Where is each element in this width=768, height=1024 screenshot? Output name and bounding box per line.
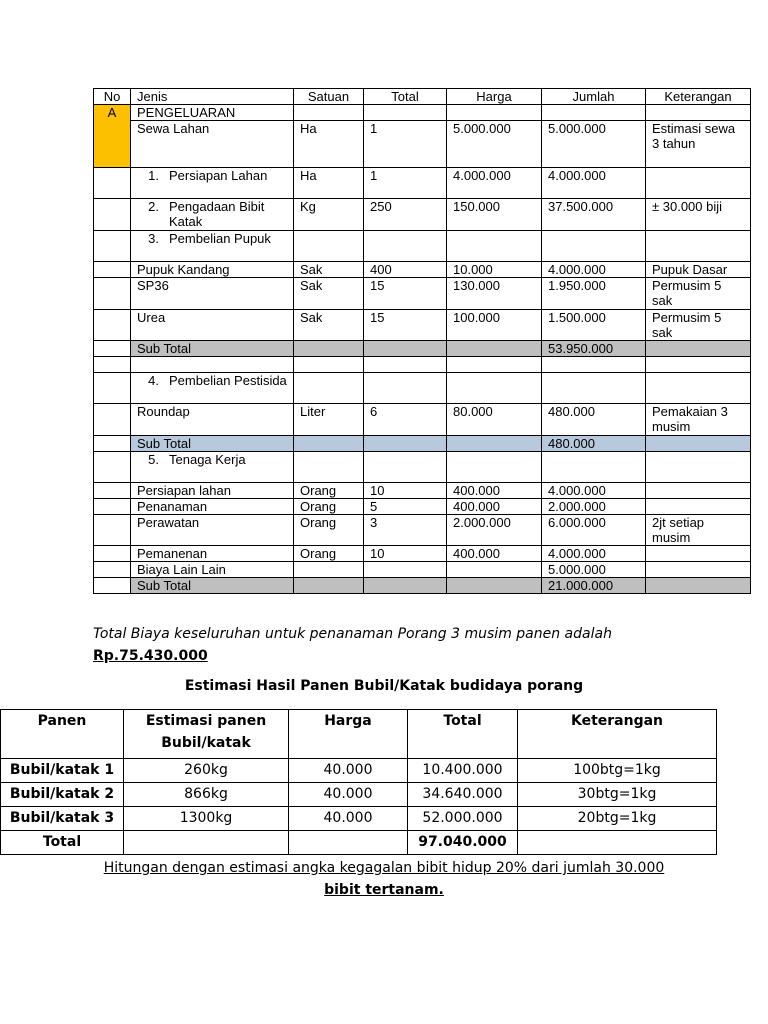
cost-table — [93, 88, 751, 594]
cell-jumlah: 1.950.000 — [542, 278, 646, 310]
cell-total: 3 — [364, 515, 447, 546]
cell-jenis: Sewa Lahan — [131, 121, 294, 168]
header-keterangan: Keterangan — [646, 89, 751, 105]
section-no: A — [94, 105, 131, 168]
cell-total: 250 — [364, 199, 447, 231]
table-row — [94, 404, 751, 436]
cell-jenis: Roundap — [131, 404, 294, 436]
total-summary — [93, 623, 612, 667]
cell-jenis: Persiapan Lahan — [169, 168, 268, 183]
cell-keterangan: Pupuk Dasar — [646, 262, 751, 278]
cell-harga: 400.000 — [447, 499, 542, 515]
cell-keterangan — [646, 168, 751, 199]
cell-total: 10 — [364, 483, 447, 499]
cell-jenis: Persiapan lahan — [131, 483, 294, 499]
cell-total: 15 — [364, 278, 447, 310]
table-row — [1, 783, 717, 807]
cell-harga: 2.000.000 — [447, 515, 542, 546]
cell-total: 34.640.000 — [408, 783, 518, 807]
cell-satuan: Orang — [294, 546, 364, 562]
table-row — [94, 199, 751, 231]
cell-keterangan: 20btg=1kg — [518, 807, 717, 831]
cell-panen: Bubil/katak 1 — [1, 759, 124, 783]
subtotal-label: Sub Total — [131, 578, 294, 594]
cell-jumlah: 480.000 — [542, 404, 646, 436]
header-keterangan: Keterangan — [518, 710, 717, 759]
cell-satuan: Ha — [294, 121, 364, 168]
table-row — [94, 310, 751, 341]
cell-jenis: SP36 — [131, 278, 294, 310]
summary-sentence: Total Biaya keseluruhan untuk penanaman Porang 3 musim panen adalah — [93, 626, 612, 642]
cell-jumlah: 1.500.000 — [542, 310, 646, 341]
cell-harga: 10.000 — [447, 262, 542, 278]
table-row — [1, 807, 717, 831]
cell-harga: 5.000.000 — [447, 121, 542, 168]
table-row — [94, 452, 751, 483]
cell-satuan: Ha — [294, 168, 364, 199]
header-row — [94, 89, 751, 105]
cell-harga: 400.000 — [447, 483, 542, 499]
cell-jenis: Biaya Lain Lain — [131, 562, 294, 578]
summary-amount: Rp.75.430.000 — [93, 648, 208, 664]
subtotal-value: 21.000.000 — [542, 578, 646, 594]
cell-total: 1 — [364, 168, 447, 199]
cell-satuan: Orang — [294, 515, 364, 546]
table-row — [94, 515, 751, 546]
table-row — [94, 105, 751, 121]
subtotal-value: 53.950.000 — [542, 341, 646, 357]
header-no: No — [94, 89, 131, 105]
table-row — [94, 546, 751, 562]
cell-harga: 130.000 — [447, 278, 542, 310]
header-panen: Panen — [1, 710, 124, 759]
cell-harga: 40.000 — [289, 783, 408, 807]
header-row — [1, 710, 717, 759]
table-row — [94, 262, 751, 278]
cell-estimasi: 1300kg — [124, 807, 289, 831]
list-number: 5. — [148, 452, 159, 467]
subtotal-value: 480.000 — [542, 436, 646, 452]
cell-keterangan: 100btg=1kg — [518, 759, 717, 783]
cell-panen: Bubil/katak 2 — [1, 783, 124, 807]
cell-jenis: Perawatan — [131, 515, 294, 546]
table-row — [1, 759, 717, 783]
list-number: 1. — [148, 168, 159, 183]
subtotal-row — [94, 578, 751, 594]
list-number: 4. — [148, 373, 159, 388]
cell-keterangan: Permusim 5 sak — [646, 310, 751, 341]
table-row — [94, 168, 751, 199]
cell-jumlah: 4.000.000 — [542, 168, 646, 199]
cell-jumlah: 5.000.000 — [542, 121, 646, 168]
cell-total: 52.000.000 — [408, 807, 518, 831]
header-jumlah: Jumlah — [542, 89, 646, 105]
table-row — [94, 499, 751, 515]
cell-harga: 4.000.000 — [447, 168, 542, 199]
cell-jumlah: 37.500.000 — [542, 199, 646, 231]
harvest-title: Estimasi Hasil Panen Bubil/Katak budidaya porang — [184, 678, 584, 694]
cell-total: 10.400.000 — [408, 759, 518, 783]
cell-harga: 150.000 — [447, 199, 542, 231]
header-total: Total — [408, 710, 518, 759]
cell-satuan: Orang — [294, 483, 364, 499]
cell-total: 5 — [364, 499, 447, 515]
cell-satuan: Sak — [294, 262, 364, 278]
header-harga: Harga — [289, 710, 408, 759]
cell-total: 1 — [364, 121, 447, 168]
cell-keterangan: Pemakaian 3 musim — [646, 404, 751, 436]
header-harga: Harga — [447, 89, 542, 105]
cell-jenis: Penanaman — [131, 499, 294, 515]
cell-jumlah: 4.000.000 — [542, 483, 646, 499]
cell-harga: 40.000 — [289, 807, 408, 831]
cell-jumlah: 5.000.000 — [542, 562, 646, 578]
cell-estimasi: 260kg — [124, 759, 289, 783]
table-row — [94, 562, 751, 578]
empty-row — [94, 357, 751, 373]
cell-jumlah: 6.000.000 — [542, 515, 646, 546]
total-value: 97.040.000 — [408, 831, 518, 855]
cell-jenis: Pupuk Kandang — [131, 262, 294, 278]
cell-jenis: Urea — [131, 310, 294, 341]
header-estimasi: Estimasi panen Bubil/katak — [124, 710, 289, 759]
harvest-table — [0, 709, 717, 855]
cell-total: 10 — [364, 546, 447, 562]
cell-harga: 80.000 — [447, 404, 542, 436]
list-number: 2. — [148, 199, 159, 214]
cell-harga: 40.000 — [289, 759, 408, 783]
cell-estimasi: 866kg — [124, 783, 289, 807]
cell-keterangan: ± 30.000 biji — [646, 199, 751, 231]
cell-satuan: Liter — [294, 404, 364, 436]
table-row — [94, 483, 751, 499]
subtotal-row — [94, 436, 751, 452]
cell-jumlah: 2.000.000 — [542, 499, 646, 515]
cell-satuan: Orang — [294, 499, 364, 515]
cell-jenis: Tenaga Kerja — [169, 452, 246, 467]
cell-keterangan: 30btg=1kg — [518, 783, 717, 807]
footnote-line-1: Hitungan dengan estimasi angka kegagalan bibit hidup 20% dari jumlah 30.000 — [103, 860, 665, 876]
cell-total: 15 — [364, 310, 447, 341]
footnote-line-2: bibit tertanam. — [324, 882, 444, 898]
table-row — [94, 373, 751, 404]
cell-jumlah: 4.000.000 — [542, 546, 646, 562]
cell-jenis: Pengadaan Bibit Katak — [169, 199, 265, 229]
table-row — [94, 278, 751, 310]
cell-panen: Bubil/katak 3 — [1, 807, 124, 831]
table-row — [94, 231, 751, 262]
header-satuan: Satuan — [294, 89, 364, 105]
cell-satuan: Sak — [294, 310, 364, 341]
subtotal-label: Sub Total — [131, 341, 294, 357]
cell-keterangan: Estimasi sewa 3 tahun — [646, 121, 751, 168]
cell-satuan: Sak — [294, 278, 364, 310]
list-number: 3. — [148, 231, 159, 246]
header-jenis: Jenis — [131, 89, 294, 105]
cell-satuan: Kg — [294, 199, 364, 231]
footnote — [0, 857, 768, 901]
cell-jenis: Pembelian Pupuk — [169, 231, 271, 246]
cell-jenis: Pembelian Pestisida — [169, 373, 287, 388]
section-title: PENGELUARAN — [131, 105, 294, 121]
total-label: Total — [1, 831, 124, 855]
cell-keterangan: 2jt setiap musim — [646, 515, 751, 546]
cell-harga: 100.000 — [447, 310, 542, 341]
cell-total: 6 — [364, 404, 447, 436]
cell-jumlah: 4.000.000 — [542, 262, 646, 278]
total-row — [1, 831, 717, 855]
cell-total: 400 — [364, 262, 447, 278]
table-row — [94, 121, 751, 168]
cell-harga: 400.000 — [447, 546, 542, 562]
cell-jenis: Pemanenan — [131, 546, 294, 562]
subtotal-label: Sub Total — [131, 436, 294, 452]
cell-keterangan: Permusim 5 sak — [646, 278, 751, 310]
header-total: Total — [364, 89, 447, 105]
subtotal-row — [94, 341, 751, 357]
